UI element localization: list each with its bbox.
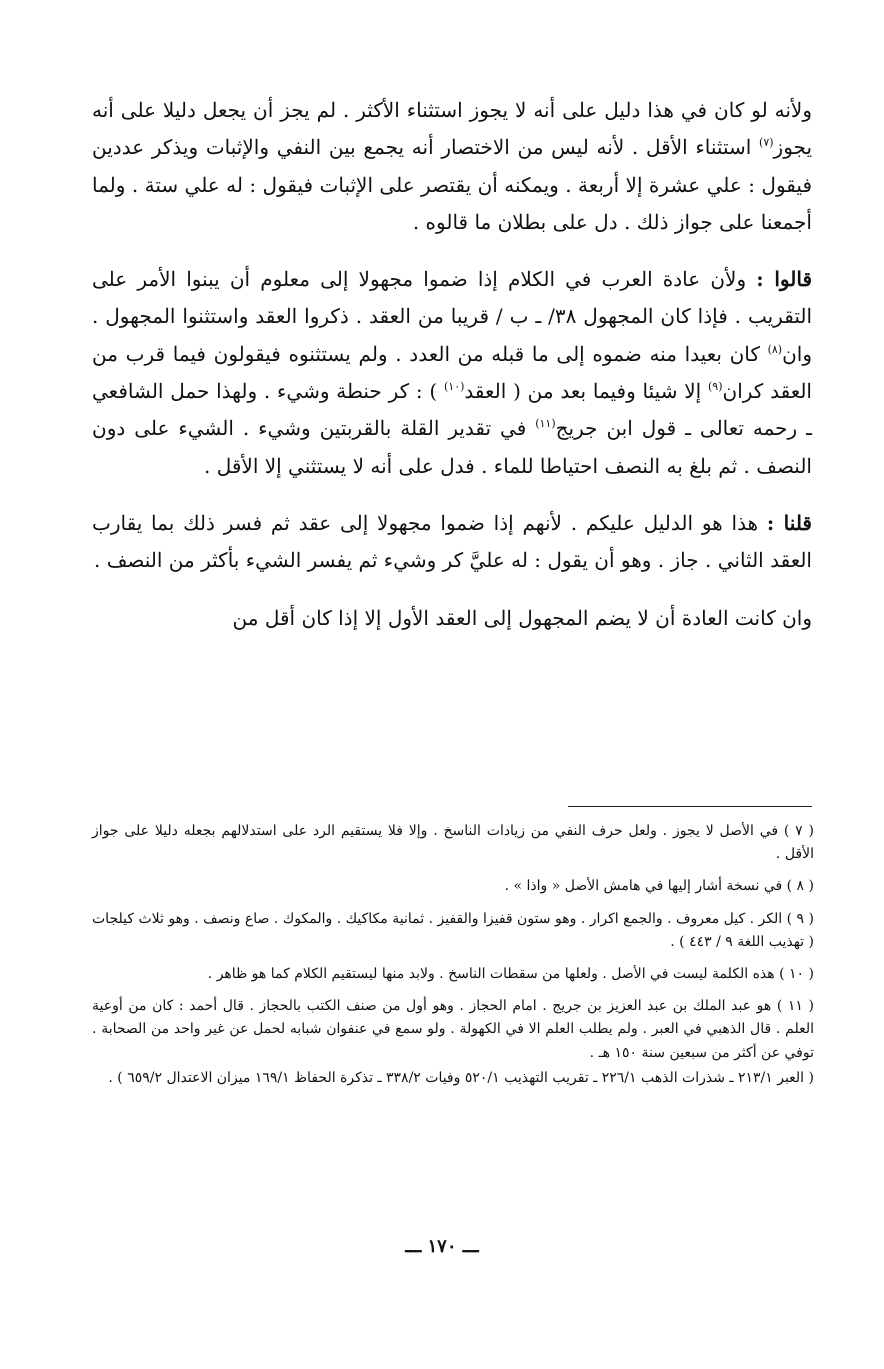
main-text [92, 92, 812, 637]
page-number: ـــ ١٧٠ ـــ [405, 1236, 479, 1257]
footnote-11-sources: ( العبر ٢١٣/١ ـ شذرات الذهب ٢٢٦/١ ـ تقريب التهذيب ٥٢٠/١ وفيات ٣٣٨/٢ ـ تذكرة الحفاظ ١٦٩/١ ميزان الاعتدال ٦٥٩/٢ ) . [108, 1069, 814, 1086]
footnote-ref-9: (٩) [707, 380, 723, 394]
paragraph-4: وان كانت العادة أن لا يضم المجهول إلى العقد الأول إلا إذا كان أقل من [232, 605, 812, 630]
footnote-ref-10: (١٠) [443, 380, 465, 394]
footnote-ref-11: (١١) [535, 417, 556, 431]
lead-word-qalu: قالوا : [756, 267, 813, 292]
footnote-divider [568, 806, 812, 807]
footnote-ref-8: (٨) [767, 342, 783, 356]
footnote-11: ( ١١ ) هو عبد الملك بن عبد العزيز بن جريج . امام الحجاز . وهو أول من صنف الكتب بالحجاز . قال أحمد : كان من أوعية العلم . قال الذهبي في العبر . ولم يطلب العلم الا في الكهولة . ولو سمع في عنفوان شبابه لحمل عن غير واحد من الصحابة . توفي عن أكثر من سبعين سنة ١٥٠ هـ . [92, 998, 814, 1061]
paragraph-2: قالوا : ولأن عادة العرب في الكلام إذا ضموا مجهولا إلى معلوم أن يبنوا الأمر على التقريب . فإذا كان المجهول ٣٨/ ـ ب / قريبا من العقد . ذكروا العقد واستثنوا المجهول . وان$^{(٨)}$ كان بعيدا منه ضموه إلى ما قبله من العدد . ولم يستثنوه فيقولون فيما قرب من العقد كران$^{(٩)}$ إلا شيئا وفيما بعد من ( العقد$^{(١٠)}$ ) : كر حنطة وشيء . ولهذا حمل الشافعي ـ رحمه تعالى ـ قول ابن جريج$^{(١١)}$ في تقدير القلة بالقربتين وشيء . الشيء على دون النصف . ثم بلغ به النصف احتياطا للماء . فدل على أنه لا يستثني إلا الأقل . [92, 267, 813, 478]
footnotes [92, 820, 814, 1099]
footnote-ref-7: (٧) [759, 136, 774, 150]
footnote-8: ( ٨ ) في نسخة أشار إليها في هامش الأصل « واذا » . [504, 878, 814, 895]
paragraph-1: ولأنه لو كان في هذا دليل على أنه لا يجوز استثناء الأكثر . لم يجز أن يجعل دليلا على أنه يجوز$^{(٧)}$ استثناء الأقل . لأنه ليس من الاختصار أنه يجمع بين النفي والإثبات ويذكر عددين فيقول : علي عشرة إلا أربعة . ويمكنه أن يقتصر على الإثبات فيقول : له علي ستة . ولما أجمعنا على جواز ذلك . دل على بطلان ما قالوه . [92, 98, 813, 234]
footnote-9: ( ٩ ) الكر . كيل معروف . والجمع اكرار . وهو ستون قفيزا والقفيز . ثمانية مكاكيك . والمكوك . صاع ونصف . وهو ثلاث كيلجات ( تهذيب اللغة ٩ / ٤٤٣ ) . [92, 910, 814, 950]
paragraph-3: قلنا : هذا هو الدليل عليكم . لأنهم إذا ضموا مجهولا إلى عقد ثم فسر ذلك بما يقارب العقد الثاني . جاز . وهو أن يقول : له عليَّ كر وشيء ثم يفسر الشيء بأكثر من النصف . [92, 510, 812, 573]
lead-word-qulna: قلنا : [766, 510, 812, 535]
footnote-10: ( ١٠ ) هذه الكلمة ليست في الأصل . ولعلها من سقطات الناسخ . ولابد منها ليستقيم الكلام كما هو ظاهر . [207, 966, 814, 983]
footnote-7: ( ٧ ) في الأصل لا يجوز . ولعل حرف النفي من زيادات الناسخ . وإلا فلا يستقيم الرد على استدلالهم بجعله دليلا على جواز الأقل . [92, 823, 814, 863]
